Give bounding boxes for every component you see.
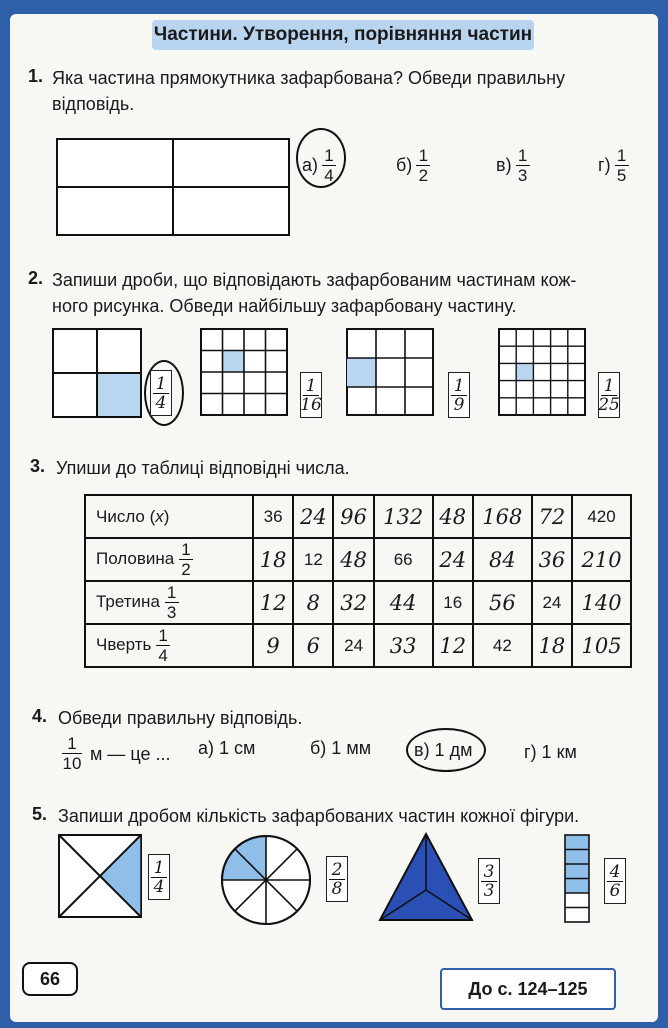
row-label: Число (x) bbox=[85, 495, 253, 538]
table-cell[interactable]: 6 bbox=[293, 624, 333, 667]
task1-option-a[interactable]: а) $\frac{1}{4}$ bbox=[302, 146, 336, 185]
table-cell[interactable]: 168 bbox=[473, 495, 532, 538]
table-cell[interactable]: 84 bbox=[473, 538, 532, 581]
table-cell[interactable]: 18 bbox=[253, 538, 293, 581]
task4-fraction: $\frac{1}{10}$ bbox=[62, 734, 82, 773]
task2-grid-2x2 bbox=[52, 328, 142, 418]
table-row bbox=[85, 495, 631, 538]
table-row bbox=[85, 624, 631, 667]
task2-grid-4x4 bbox=[200, 328, 288, 416]
task5-text: Запиши дробом кількість зафарбованих частин кожної фігури. bbox=[58, 806, 580, 826]
task4-option-d[interactable]: г) 1 км bbox=[524, 742, 577, 762]
table-cell[interactable]: 32 bbox=[333, 581, 373, 624]
table-cell[interactable]: 8 bbox=[293, 581, 333, 624]
task2-number: 2. bbox=[28, 268, 44, 288]
table-cell[interactable]: 48 bbox=[333, 538, 373, 581]
task2-answer-1[interactable]: 1 4 bbox=[150, 370, 172, 416]
task4-lead: м — це ... bbox=[90, 743, 171, 764]
table-cell[interactable]: 24 bbox=[293, 495, 333, 538]
table-row bbox=[85, 538, 631, 581]
task3-table bbox=[84, 494, 632, 668]
table-cell[interactable]: 56 bbox=[473, 581, 532, 624]
table-cell[interactable]: 210 bbox=[572, 538, 631, 581]
table-cell[interactable]: 48 bbox=[433, 495, 473, 538]
textbook-reference: До с. 124–125 bbox=[440, 968, 616, 1010]
table-cell[interactable]: 9 bbox=[253, 624, 293, 667]
table-cell[interactable]: 24 bbox=[532, 581, 572, 624]
task5-circle-figure bbox=[220, 834, 312, 926]
task1-number: 1. bbox=[28, 66, 44, 86]
row-label: Половина $\frac{1}{2}$ bbox=[85, 538, 253, 581]
task3-text: Упиши до таблиці відповідні числа. bbox=[56, 458, 350, 478]
task2-text-line1: Запиши дроби, що відповідають зафарбованим частинам кож- bbox=[52, 270, 577, 290]
task1-option-b[interactable]: б) $\frac{1}{2}$ bbox=[396, 146, 430, 185]
task2-grid-5x5 bbox=[498, 328, 586, 416]
task5-strip-figure bbox=[564, 834, 590, 924]
task4-text: Обведи правильну відповідь. bbox=[58, 708, 303, 728]
table-row bbox=[85, 581, 631, 624]
task2-answer-2[interactable]: 1 16 bbox=[300, 372, 322, 418]
table-cell[interactable]: 140 bbox=[572, 581, 631, 624]
table-cell[interactable]: 36 bbox=[532, 538, 572, 581]
task4-question bbox=[62, 734, 171, 773]
table-cell[interactable]: 96 bbox=[333, 495, 373, 538]
task3-number: 3. bbox=[30, 456, 46, 476]
task1-rectangle bbox=[56, 138, 290, 236]
task1-text-line2: відповідь. bbox=[52, 94, 135, 114]
task5-number: 5. bbox=[32, 804, 48, 824]
table-cell[interactable]: 42 bbox=[473, 624, 532, 667]
task4-answer-circle bbox=[406, 728, 486, 772]
page-number: 66 bbox=[22, 962, 78, 996]
task4-option-b[interactable]: б) 1 мм bbox=[310, 738, 372, 758]
task5-answer-2[interactable]: 2 8 bbox=[326, 856, 348, 902]
task1-text-line1: Яка частина прямокутника зафарбована? Обведи правильну bbox=[52, 68, 566, 88]
table-cell[interactable]: 420 bbox=[572, 495, 631, 538]
task1-option-c[interactable]: в) $\frac{1}{3}$ bbox=[496, 146, 530, 185]
task1-answer-circle bbox=[296, 128, 346, 188]
table-cell[interactable]: 66 bbox=[374, 538, 433, 581]
table-cell[interactable]: 24 bbox=[333, 624, 373, 667]
table-cell[interactable]: 18 bbox=[532, 624, 572, 667]
table-cell[interactable]: 12 bbox=[253, 581, 293, 624]
task5-answer-3[interactable]: 3 3 bbox=[478, 858, 500, 904]
task2-answer-3[interactable]: 1 9 bbox=[448, 372, 470, 418]
table-cell[interactable]: 12 bbox=[433, 624, 473, 667]
task4-number: 4. bbox=[32, 706, 48, 726]
task4-option-a[interactable]: а) 1 см bbox=[198, 738, 256, 758]
task5-answer-1[interactable]: 1 4 bbox=[148, 854, 170, 900]
task5-square-figure bbox=[58, 834, 142, 918]
table-cell[interactable]: 44 bbox=[374, 581, 433, 624]
table-cell[interactable]: 12 bbox=[293, 538, 333, 581]
table-cell[interactable]: 24 bbox=[433, 538, 473, 581]
task1-option-d[interactable]: г) $\frac{1}{5}$ bbox=[598, 146, 629, 185]
task5-triangle-figure bbox=[378, 832, 474, 924]
table-cell[interactable]: 105 bbox=[572, 624, 631, 667]
table-cell[interactable]: 16 bbox=[433, 581, 473, 624]
task2-answer-4[interactable]: 1 25 bbox=[598, 372, 620, 418]
task4-option-c[interactable]: в) 1 дм bbox=[414, 740, 473, 760]
task2-grid-3x3 bbox=[346, 328, 434, 416]
row-label: Третина $\frac{1}{3}$ bbox=[85, 581, 253, 624]
task2-text-line2: ного рисунка. Обведи найбільшу зафарбовану частину. bbox=[52, 296, 517, 316]
row-label: Чверть $\frac{1}{4}$ bbox=[85, 624, 253, 667]
task5-answer-4[interactable]: 4 6 bbox=[604, 858, 626, 904]
table-cell[interactable]: 36 bbox=[253, 495, 293, 538]
table-cell[interactable]: 33 bbox=[374, 624, 433, 667]
table-cell[interactable]: 132 bbox=[374, 495, 433, 538]
page-title: Частини. Утворення, порівняння частин bbox=[152, 20, 534, 50]
table-cell[interactable]: 72 bbox=[532, 495, 572, 538]
